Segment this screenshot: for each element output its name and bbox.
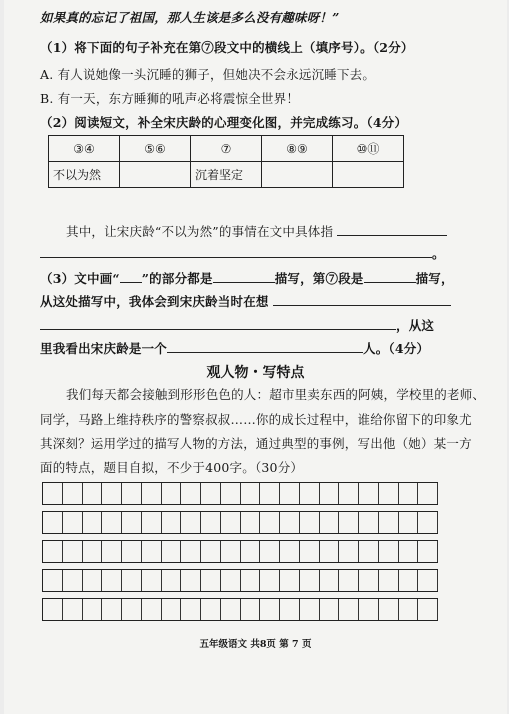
grid-cell[interactable]: [122, 541, 142, 562]
stage-header: ⑩⑪: [333, 136, 404, 162]
stage-header: ⑤⑥: [120, 136, 191, 162]
grid-cell[interactable]: [260, 483, 280, 504]
stage-answer: 沉着坚定: [191, 162, 262, 188]
stage-answer-blank[interactable]: [120, 162, 191, 188]
grid-cell[interactable]: [181, 512, 201, 533]
grid-cell[interactable]: [42, 483, 63, 504]
grid-row[interactable]: [42, 540, 438, 563]
question-3-line2: [40, 292, 451, 310]
stage-answer-blank[interactable]: [262, 162, 333, 188]
grid-cell[interactable]: [63, 599, 83, 620]
grid-cell[interactable]: [63, 570, 83, 591]
grid-cell[interactable]: [260, 512, 280, 533]
grid-cell[interactable]: [280, 570, 300, 591]
grid-cell[interactable]: [280, 512, 300, 533]
grid-cell[interactable]: [83, 541, 103, 562]
question-3: [40, 269, 454, 287]
stage-header: ⑧⑨: [262, 136, 333, 162]
grid-cell[interactable]: [162, 512, 182, 533]
composition-prompt-line: 其深刻？运用学过的描写人物的方法，通过典型的事例，写出他（她）某一方: [40, 436, 472, 451]
grid-cell[interactable]: [162, 599, 182, 620]
answer-blank[interactable]: [40, 245, 432, 258]
grid-cell[interactable]: [418, 570, 438, 591]
grid-cell[interactable]: [42, 541, 63, 562]
grid-cell[interactable]: [63, 512, 83, 533]
grid-cell[interactable]: [83, 570, 103, 591]
grid-cell[interactable]: [221, 570, 241, 591]
grid-cell[interactable]: [320, 570, 340, 591]
answer-blank[interactable]: [40, 317, 396, 330]
composition-prompt-line: 面的特点，题目自拟，不少于400字。（30分）: [40, 460, 304, 475]
grid-cell[interactable]: [142, 483, 162, 504]
grid-cell[interactable]: [241, 512, 261, 533]
grid-cell[interactable]: [63, 541, 83, 562]
grid-cell[interactable]: [122, 599, 142, 620]
option-a: A. 有人说她像一头沉睡的狮子，但她决不会永远沉睡下去。: [40, 67, 376, 82]
grid-cell[interactable]: [379, 570, 399, 591]
grid-cell[interactable]: [379, 599, 399, 620]
grid-cell[interactable]: [122, 570, 142, 591]
question-3-line4: [40, 339, 429, 357]
grid-cell[interactable]: [320, 599, 340, 620]
grid-cell[interactable]: [201, 483, 221, 504]
question-3-part: 从这处描写中，我体会到宋庆龄当时在想: [40, 294, 269, 309]
grid-cell[interactable]: [102, 599, 122, 620]
grid-cell[interactable]: [162, 483, 182, 504]
grid-cell[interactable]: [221, 512, 241, 533]
grid-cell[interactable]: [241, 541, 261, 562]
grid-cell[interactable]: [359, 541, 379, 562]
grid-cell[interactable]: [241, 570, 261, 591]
exam-page: [4, 0, 507, 714]
grid-cell[interactable]: [359, 512, 379, 533]
writing-grid[interactable]: [42, 482, 438, 622]
grid-cell[interactable]: [399, 599, 419, 620]
question-3-part: 描写，第⑦段是: [274, 271, 364, 286]
grid-cell[interactable]: [339, 483, 359, 504]
grid-cell[interactable]: [142, 541, 162, 562]
grid-cell[interactable]: [181, 570, 201, 591]
detail-question: [66, 222, 447, 240]
grid-cell[interactable]: [320, 512, 340, 533]
grid-cell[interactable]: [83, 483, 103, 504]
grid-cell[interactable]: [42, 599, 63, 620]
grid-cell[interactable]: [142, 512, 162, 533]
grid-cell[interactable]: [63, 483, 83, 504]
question-3-part: ”的部分都是: [141, 271, 213, 286]
grid-cell[interactable]: [379, 483, 399, 504]
question-3-part: 人。（4分）: [363, 341, 430, 356]
answer-blank[interactable]: [167, 340, 363, 353]
grid-cell[interactable]: [418, 541, 438, 562]
underline-sample: [120, 270, 142, 283]
grid-cell[interactable]: [42, 512, 63, 533]
grid-cell[interactable]: [102, 512, 122, 533]
grid-cell[interactable]: [300, 541, 320, 562]
grid-row[interactable]: [42, 511, 438, 534]
grid-cell[interactable]: [260, 570, 280, 591]
answer-blank[interactable]: [273, 293, 451, 306]
grid-cell[interactable]: [379, 512, 399, 533]
grid-cell[interactable]: [339, 570, 359, 591]
grid-cell[interactable]: [221, 483, 241, 504]
grid-cell[interactable]: [399, 541, 419, 562]
page-footer: 五年级语文 共8页 第 7 页: [199, 639, 312, 650]
grid-row[interactable]: [42, 482, 438, 505]
grid-cell[interactable]: [181, 483, 201, 504]
mind-change-table: [48, 135, 404, 188]
detail-continuation: 。: [40, 244, 445, 262]
grid-cell[interactable]: [201, 541, 221, 562]
grid-cell[interactable]: [162, 570, 182, 591]
question-3-part: 描写，: [415, 271, 454, 286]
grid-cell[interactable]: [221, 599, 241, 620]
grid-cell[interactable]: [280, 483, 300, 504]
grid-cell[interactable]: [399, 570, 419, 591]
grid-cell[interactable]: [142, 570, 162, 591]
grid-cell[interactable]: [162, 541, 182, 562]
grid-cell[interactable]: [300, 483, 320, 504]
stage-header: ⑦: [191, 136, 262, 162]
grid-cell[interactable]: [260, 541, 280, 562]
composition-title: 观人物・写特点: [206, 365, 305, 381]
grid-cell[interactable]: [418, 483, 438, 504]
question-3-line3: [40, 316, 434, 334]
grid-cell[interactable]: [221, 541, 241, 562]
stage-answer: 不以为然: [49, 162, 120, 188]
grid-cell[interactable]: [42, 570, 63, 591]
grid-cell[interactable]: [399, 512, 419, 533]
grid-cell[interactable]: [359, 599, 379, 620]
stage-header: ③④: [49, 136, 120, 162]
grid-cell[interactable]: [102, 483, 122, 504]
question-3-part: （3）文中画“: [40, 271, 120, 286]
grid-cell[interactable]: [399, 483, 419, 504]
grid-cell[interactable]: [122, 483, 142, 504]
grid-cell[interactable]: [201, 570, 221, 591]
grid-cell[interactable]: [102, 541, 122, 562]
grid-cell[interactable]: [181, 541, 201, 562]
option-b: B. 有一天，东方睡狮的吼声必将震惊全世界！: [40, 91, 300, 106]
answer-blank[interactable]: [337, 223, 447, 236]
answer-blank[interactable]: [213, 270, 275, 283]
question-3-part: ，从这: [396, 318, 435, 333]
grid-cell[interactable]: [280, 599, 300, 620]
grid-cell[interactable]: [339, 512, 359, 533]
grid-cell[interactable]: [241, 483, 261, 504]
grid-cell[interactable]: [300, 599, 320, 620]
question-2: （2）阅读短文，补全宋庆龄的心理变化图，并完成练习。（4分）: [40, 115, 408, 130]
grid-cell[interactable]: [300, 570, 320, 591]
grid-cell[interactable]: [379, 541, 399, 562]
grid-cell[interactable]: [241, 599, 261, 620]
grid-cell[interactable]: [201, 599, 221, 620]
grid-cell[interactable]: [339, 599, 359, 620]
question-3-part: 里我看出宋庆龄是一个: [40, 341, 168, 356]
question-1: （1）将下面的句子补充在第⑦段文中的横线上（填序号）。（2分）: [40, 40, 414, 55]
grid-cell[interactable]: [320, 541, 340, 562]
composition-prompt-line: 同学，马路上维持秩序的警察叔叔……你的成长过程中，谁给你留下的印象尤: [40, 412, 472, 427]
detail-question-text: 其中，让宋庆龄“不以为然”的事情在文中具体指: [66, 224, 334, 239]
quote-end-line: 如果真的忘记了祖国，那人生该是多么没有趣味呀！”: [40, 10, 340, 25]
grid-cell[interactable]: [201, 512, 221, 533]
grid-row[interactable]: [42, 569, 438, 592]
grid-cell[interactable]: [102, 570, 122, 591]
grid-cell[interactable]: [359, 570, 379, 591]
grid-cell[interactable]: [339, 541, 359, 562]
answer-blank[interactable]: [364, 270, 416, 283]
grid-cell[interactable]: [83, 512, 103, 533]
grid-cell[interactable]: [142, 599, 162, 620]
grid-cell[interactable]: [83, 599, 103, 620]
grid-cell[interactable]: [181, 599, 201, 620]
grid-cell[interactable]: [122, 512, 142, 533]
grid-cell[interactable]: [320, 483, 340, 504]
grid-cell[interactable]: [418, 599, 438, 620]
grid-cell[interactable]: [280, 541, 300, 562]
grid-cell[interactable]: [300, 512, 320, 533]
grid-cell[interactable]: [359, 483, 379, 504]
stage-answer-blank[interactable]: [333, 162, 404, 188]
grid-cell[interactable]: [260, 599, 280, 620]
grid-cell[interactable]: [418, 512, 438, 533]
composition-prompt-line: 我们每天都会接触到形形色色的人：超市里卖东西的阿姨，学校里的老师、: [66, 387, 486, 402]
grid-row[interactable]: [42, 598, 438, 621]
